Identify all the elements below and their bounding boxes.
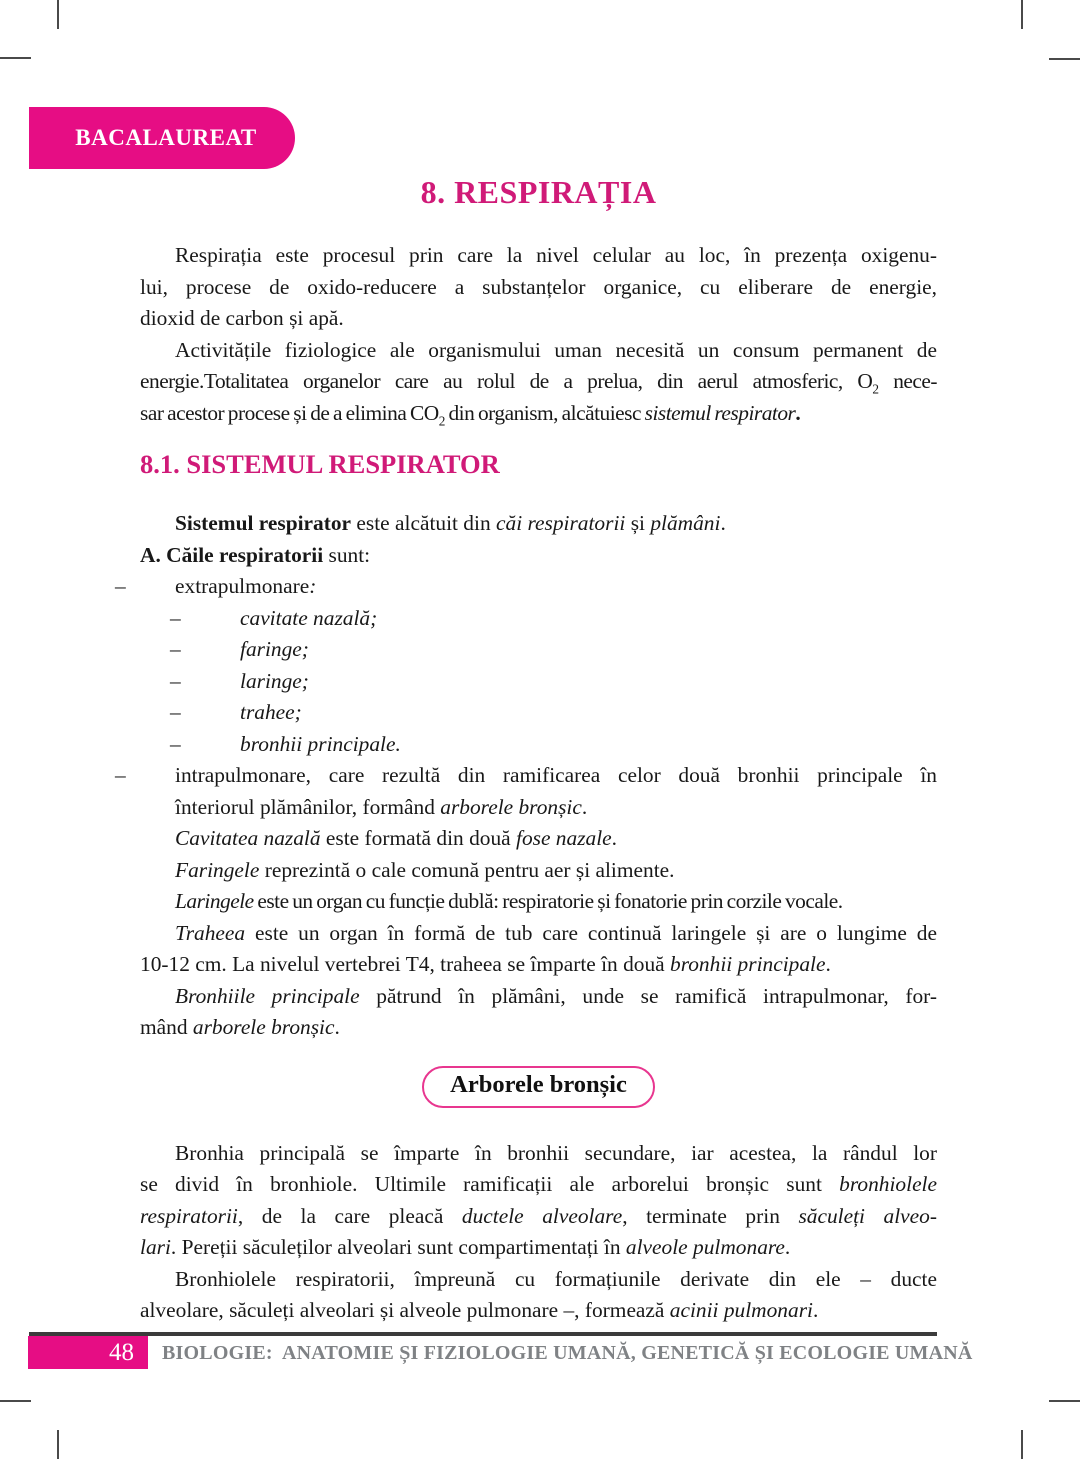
- paragraph: [140, 918, 937, 981]
- footer-book-title: BIOLOGIE: ANATOMIE ȘI FIZIOLOGIE UMANĂ, GENETICĂ ȘI ECOLOGIE UMANĂ: [162, 1342, 973, 1364]
- paragraph: [140, 240, 937, 335]
- crop-mark-top-left-vertical: [57, 0, 59, 29]
- text-line: – cavitate nazală;: [170, 605, 378, 630]
- text-line: Traheea este un organ în formă de tub care continuă laringele și are o lungime de: [175, 920, 937, 945]
- list-item: [140, 666, 937, 698]
- paragraph: [140, 540, 937, 572]
- list-item: [140, 729, 937, 761]
- crop-mark-bottom-left-horizontal: [0, 1400, 31, 1402]
- text-line: mând arborele bronșic.: [140, 1015, 340, 1039]
- text-line: – extrapulmonare:: [115, 574, 317, 598]
- text-line: – intrapulmonare, care rezultă din ramificarea celor două bronhii principale în: [115, 763, 937, 787]
- crop-mark-bottom-right-vertical: [1021, 1430, 1023, 1459]
- list-item: [140, 697, 937, 729]
- text-line: Cavitatea nazală este formată din două fose nazale.: [175, 826, 618, 850]
- text-line: se divid în bronhiole. Ultimile ramificații ale arborelui bronșic sunt bronhiolele: [140, 1172, 937, 1196]
- text-line: – laringe;: [170, 668, 309, 693]
- text-line: Faringele reprezintă o cale comună pentru aer și alimente.: [175, 857, 675, 882]
- crop-mark-top-right-horizontal: [1049, 58, 1080, 60]
- text-line: 10-12 cm. La nivelul vertebrei T4, traheea se împarte în două bronhii principale.: [140, 952, 831, 976]
- text-line: Bronhia principală se împarte în bronhii secundare, iar acestea, la rândul lor: [175, 1140, 937, 1165]
- text-line: Bronhiolele respiratorii, împreună cu formațiunile derivate din ele – ducte: [175, 1266, 937, 1291]
- text-line: Activitățile fiziologice ale organismului uman necesită un consum permanent de: [175, 337, 937, 362]
- text-line: lari. Pereții săculeților alveolari sunt compartimentați în alveole pulmonare.: [140, 1235, 791, 1259]
- paragraph: [140, 508, 937, 540]
- text-column: [115, 170, 937, 1327]
- text-line: Sistemul respirator este alcătuit din căi respiratorii și plămâni.: [175, 511, 726, 535]
- text-line: sar acestor procese și de a elimina $CO_2$ din organism, alcătuiesc sistemul respirator.: [140, 400, 801, 428]
- text-line: – faringe;: [170, 637, 309, 661]
- text-line: energie.Totalitatea organelor care au rolul de a prelua, din aerul atmosferic, $O_2$ nece-: [140, 369, 937, 397]
- paragraph: [140, 823, 937, 855]
- chapter-title: 8. RESPIRAȚIA: [420, 174, 657, 210]
- text-line: Bronhiile principale pătrund în plămâni, unde se ramifică intrapulmonar, for-: [175, 983, 937, 1008]
- list-item: [115, 571, 937, 603]
- list-item: [115, 760, 937, 823]
- paragraph: [140, 1264, 937, 1327]
- paragraph: [140, 855, 937, 887]
- topic-box-wrapper: [140, 1066, 937, 1108]
- paragraph: [140, 335, 937, 430]
- paragraph: [140, 886, 937, 918]
- text-line: înteriorul plămânilor, formând arborele bronșic.: [175, 794, 588, 819]
- text-line: – trahee;: [170, 700, 302, 724]
- bacalaureat-badge-label: BACALAUREAT: [75, 125, 257, 150]
- text-line: lui, procese de oxido-reducere a substanțelor organice, cu eliberare de energie,: [140, 274, 937, 299]
- crop-mark-top-right-vertical: [1021, 0, 1023, 29]
- crop-mark-top-left-horizontal: [0, 57, 31, 59]
- crop-mark-bottom-right-horizontal: [1049, 1400, 1080, 1402]
- text-line: – bronhii principale.: [170, 731, 401, 756]
- crop-mark-bottom-left-vertical: [57, 1430, 59, 1459]
- text-line: respiratorii, de la care pleacă ductele alveolare, terminate prin săculeți alveo-: [140, 1203, 937, 1228]
- bacalaureat-badge: [29, 107, 295, 169]
- text-line: Laringele este un organ cu funcție dublă: respiratorie și fonatorie prin corzile vocale.: [175, 889, 843, 913]
- text-line: Respirația este procesul prin care la nivel celular au loc, în prezența oxigenu-: [175, 243, 937, 267]
- list-item: [140, 603, 937, 635]
- paragraph: [140, 1138, 937, 1264]
- text-line: alveolare, săculeți alveolari și alveole pulmonare –, formează acinii pulmonari.: [140, 1298, 819, 1322]
- paragraph: [140, 981, 937, 1044]
- section-heading: 8.1. SISTEMUL RESPIRATOR: [140, 449, 500, 479]
- page-number-box: [28, 1336, 148, 1369]
- text-line: dioxid de carbon și apă.: [140, 306, 344, 330]
- page-number: 48: [109, 1338, 134, 1366]
- list-item: [140, 634, 937, 666]
- topic-box: Arborele bronșic: [422, 1066, 655, 1108]
- text-line: A. Căile respiratorii sunt:: [140, 542, 371, 567]
